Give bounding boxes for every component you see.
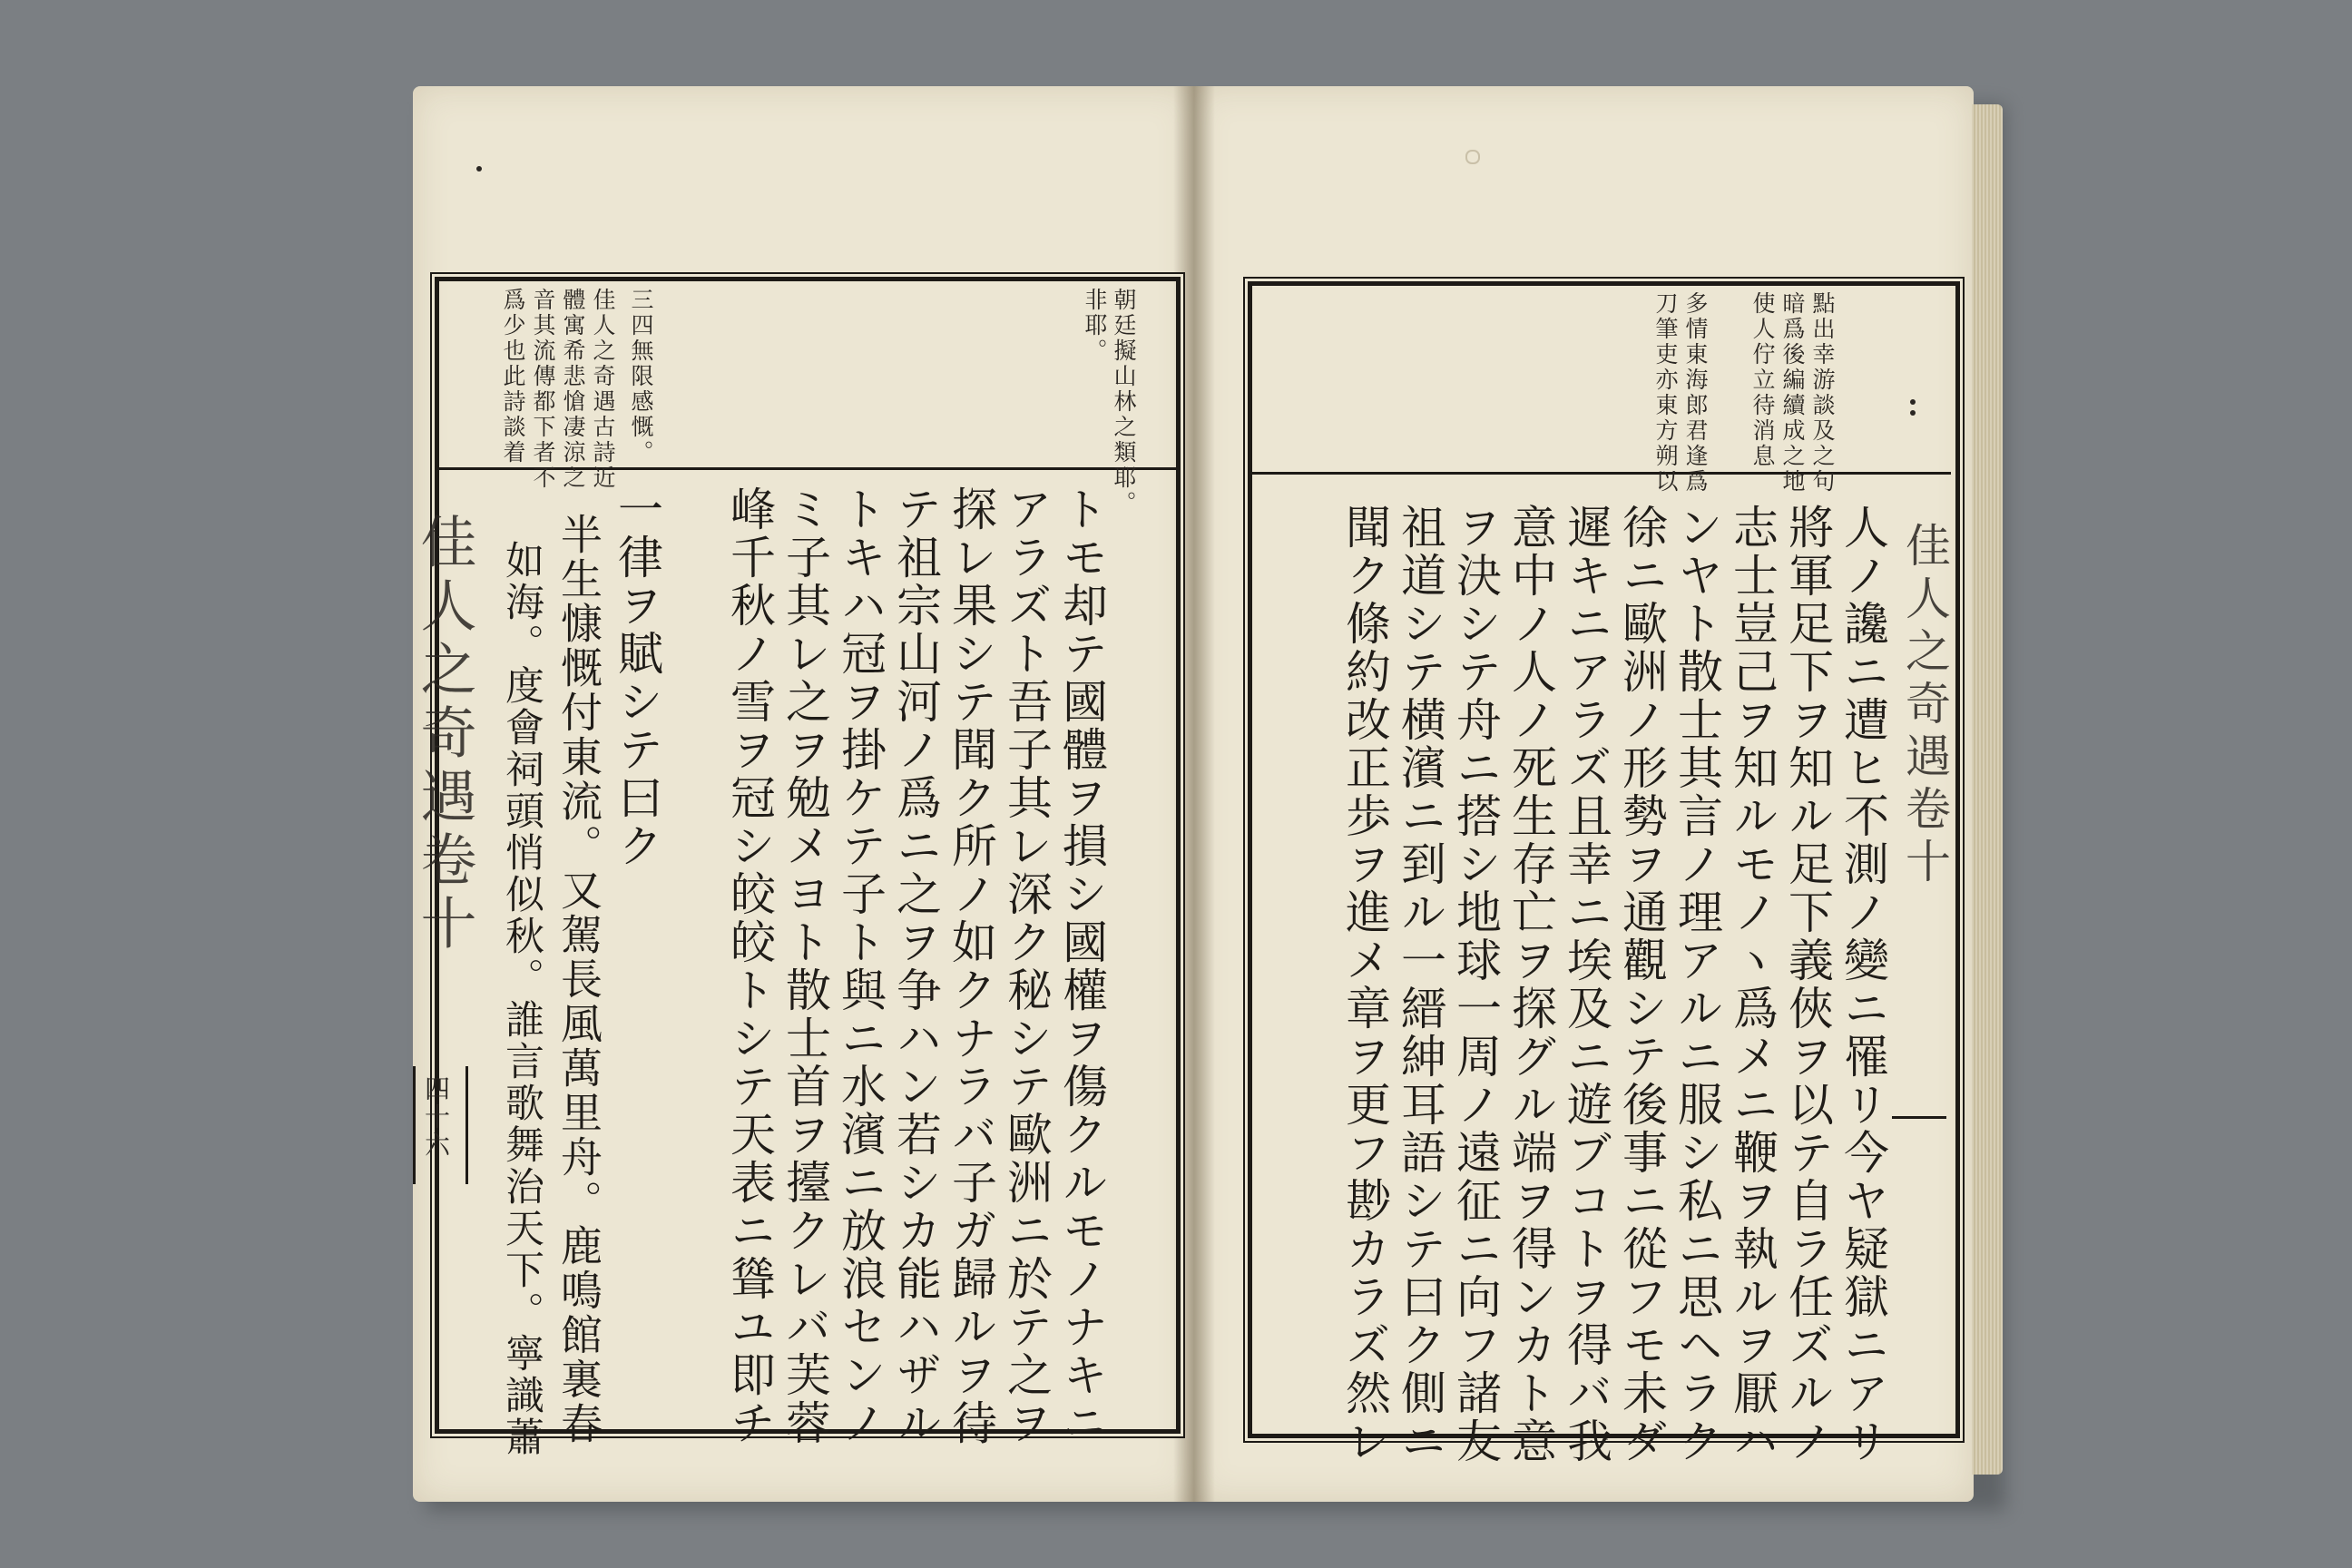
left-text-col-10: 如海。度會祠頭悄似秋。誰言歌舞治天下。寧識蕭 xyxy=(499,540,544,1458)
left-note-col-2: 非耶。 xyxy=(1082,288,1108,364)
open-book xyxy=(413,86,2001,1502)
left-margin-title: 佳人之奇遇卷十 xyxy=(411,513,477,957)
right-ink-dot-1 xyxy=(1910,399,1916,405)
left-text-col-8: 一律ヲ賦シテ曰ク xyxy=(611,485,663,870)
right-note-col-4: 多情東海郎君逢爲 xyxy=(1682,291,1709,495)
page-edges xyxy=(1972,104,2003,1475)
left-note-col-1: 朝廷擬山林之類耶。 xyxy=(1111,288,1137,516)
left-note-col-4: 佳人之奇遇古詩近 xyxy=(590,288,616,491)
right-stain-circle xyxy=(1465,150,1480,164)
left-note-col-5: 體寓希悲愴凄涼之 xyxy=(560,288,586,491)
right-text-col-1: 人ノ讒ニ遭ヒ不測ノ變ニ罹リ今ヤ疑獄ニアリ xyxy=(1837,504,1889,1465)
left-note-col-3: 三四無限感慨。 xyxy=(628,288,654,466)
left-text-col-4: テ祖宗山河ノ爲ニ之ヲ争ハン若シカ能ハザル xyxy=(889,485,942,1447)
right-text-col-10: 聞ク條約改正歩ヲ進メ章ヲ更フ尠カラズ然レ xyxy=(1338,504,1391,1465)
left-note-col-7: 爲少也此詩談着 xyxy=(500,288,526,466)
left-text-col-9: 半生慷慨付東流。又駕長風萬里舟。鹿鳴館裏春 xyxy=(554,513,603,1446)
right-ink-dot-2 xyxy=(1910,410,1916,416)
right-text-col-3: 志士豈己ヲ知ルモノヽ爲メニ鞭ヲ執ルヲ厭ハ xyxy=(1726,504,1779,1465)
left-text-col-1: トモ却テ國體ヲ損シ國權ヲ傷クルモノナキニ xyxy=(1055,485,1108,1447)
left-text-col-3: 探レ果シテ聞ク所ノ如クナラバ子ガ歸ルヲ待 xyxy=(945,485,997,1447)
right-text-col-6: 遲キニアラズ且幸ニ埃及ニ遊ブコトヲ得バ我 xyxy=(1560,504,1612,1465)
left-text-col-5: トキハ冠ヲ掛ケテ子ト與ニ水濱ニ放浪センノ xyxy=(834,485,887,1447)
right-margin-title: 佳人之奇遇卷十 xyxy=(1898,522,1951,890)
left-text-col-6: ミ子其レ之ヲ勉メヨト散士首ヲ擡クレバ芙蓉 xyxy=(779,485,831,1447)
right-header-rule xyxy=(1252,472,1951,475)
right-margin-rule xyxy=(1892,1116,1946,1119)
left-text-col-2: アラズト吾子其レ深ク秘シテ歐洲ニ於テ之ヲ xyxy=(1000,485,1053,1447)
right-note-col-1: 點出幸游談及之句 xyxy=(1809,291,1836,495)
right-text-col-2: 將軍足下ヲ知ル足下義俠ヲ以テ自ラ任ズルノ xyxy=(1781,504,1834,1465)
right-text-col-4: ンヤト散士其言ノ理アルニ服シ私ニ思ヘラク xyxy=(1671,504,1723,1465)
right-text-col-8: ヲ決シテ舟ニ搭シ地球一周ノ遠征ニ向フ諸友 xyxy=(1449,504,1502,1465)
right-note-col-5: 刀筆吏亦東方朔以 xyxy=(1652,291,1679,495)
left-folio-number: 四十六 xyxy=(421,1075,451,1160)
right-note-col-3: 使人佇立待消息 xyxy=(1749,291,1776,469)
left-text-col-7: 峰千秋ノ雪ヲ冠シ皎皎トシテ天表ニ聳ユ即チ xyxy=(723,485,776,1447)
left-ink-dot xyxy=(476,166,482,172)
right-text-col-7: 意中ノ人ノ死生存亡ヲ探グル端ヲ得ンカト意 xyxy=(1504,504,1557,1465)
right-note-col-2: 暗爲後編續成之地 xyxy=(1779,291,1806,495)
left-note-col-6: 音其流傳都下者不 xyxy=(530,288,556,491)
right-text-col-9: 祖道シテ横濱ニ到ル一縉紳耳語シテ曰ク側ニ xyxy=(1394,504,1446,1465)
right-text-col-5: 徐ニ歐洲ノ形勢ヲ通觀シテ後事ニ從フモ未ダ xyxy=(1615,504,1668,1465)
